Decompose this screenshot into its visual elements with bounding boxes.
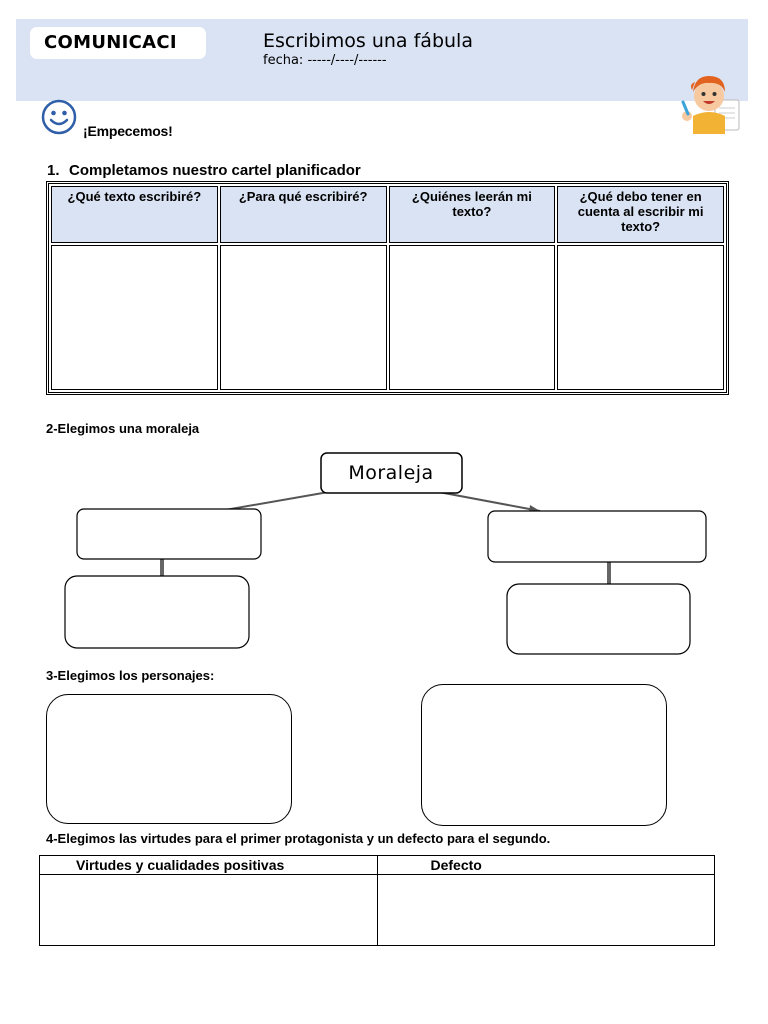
defect-header: Defecto	[377, 856, 715, 875]
moraleja-left-box[interactable]	[77, 509, 261, 559]
planning-table	[46, 181, 729, 395]
intro-heading: ¡Empecemos!	[83, 123, 173, 139]
planning-answer-what[interactable]	[51, 245, 218, 390]
moraleja-right-box[interactable]	[488, 511, 706, 562]
moraleja-label: Moraleja	[348, 462, 434, 484]
moraleja-left-sub-box[interactable]	[65, 576, 249, 648]
planning-answer-readers[interactable]	[389, 245, 556, 390]
defect-answer-cell[interactable]	[377, 875, 715, 946]
date-line: fecha: -----/----/------	[263, 53, 387, 68]
section-4-title: 4-Elegimos las virtudes para el primer protagonista y un defecto para el segundo.	[46, 831, 551, 846]
section-2-title: 2-Elegimos una moraleja	[46, 421, 200, 436]
planning-header-what: ¿Qué texto escribiré?	[51, 186, 218, 243]
planning-header-consider: ¿Qué debo tener en cuenta al escribir mi texto?	[557, 186, 724, 243]
character-box-2[interactable]	[421, 684, 667, 826]
planning-header-readers: ¿Quiénes leerán mi texto?	[389, 186, 556, 243]
subject-label: COMUNICACI	[30, 27, 206, 59]
student-writing-illustration	[675, 70, 745, 134]
smiley-face-icon	[41, 99, 77, 135]
virtues-table	[39, 855, 715, 946]
document-title: Escribimos una fábula	[263, 30, 473, 52]
virtues-answer-cell[interactable]	[40, 875, 378, 946]
planning-answer-consider[interactable]	[557, 245, 724, 390]
section-1-title-text: Completamos nuestro cartel planificador	[69, 162, 361, 179]
virtues-header: Virtudes y cualidades positivas	[40, 856, 378, 875]
section-1-title	[47, 162, 361, 179]
moraleja-right-sub-box[interactable]	[507, 584, 690, 654]
section-3-title: 3-Elegimos los personajes:	[46, 668, 215, 683]
planning-answer-why[interactable]	[220, 245, 387, 390]
section-1-number: 1.	[47, 162, 60, 179]
planning-header-why: ¿Para qué escribiré?	[220, 186, 387, 243]
character-box-1[interactable]	[46, 694, 292, 824]
